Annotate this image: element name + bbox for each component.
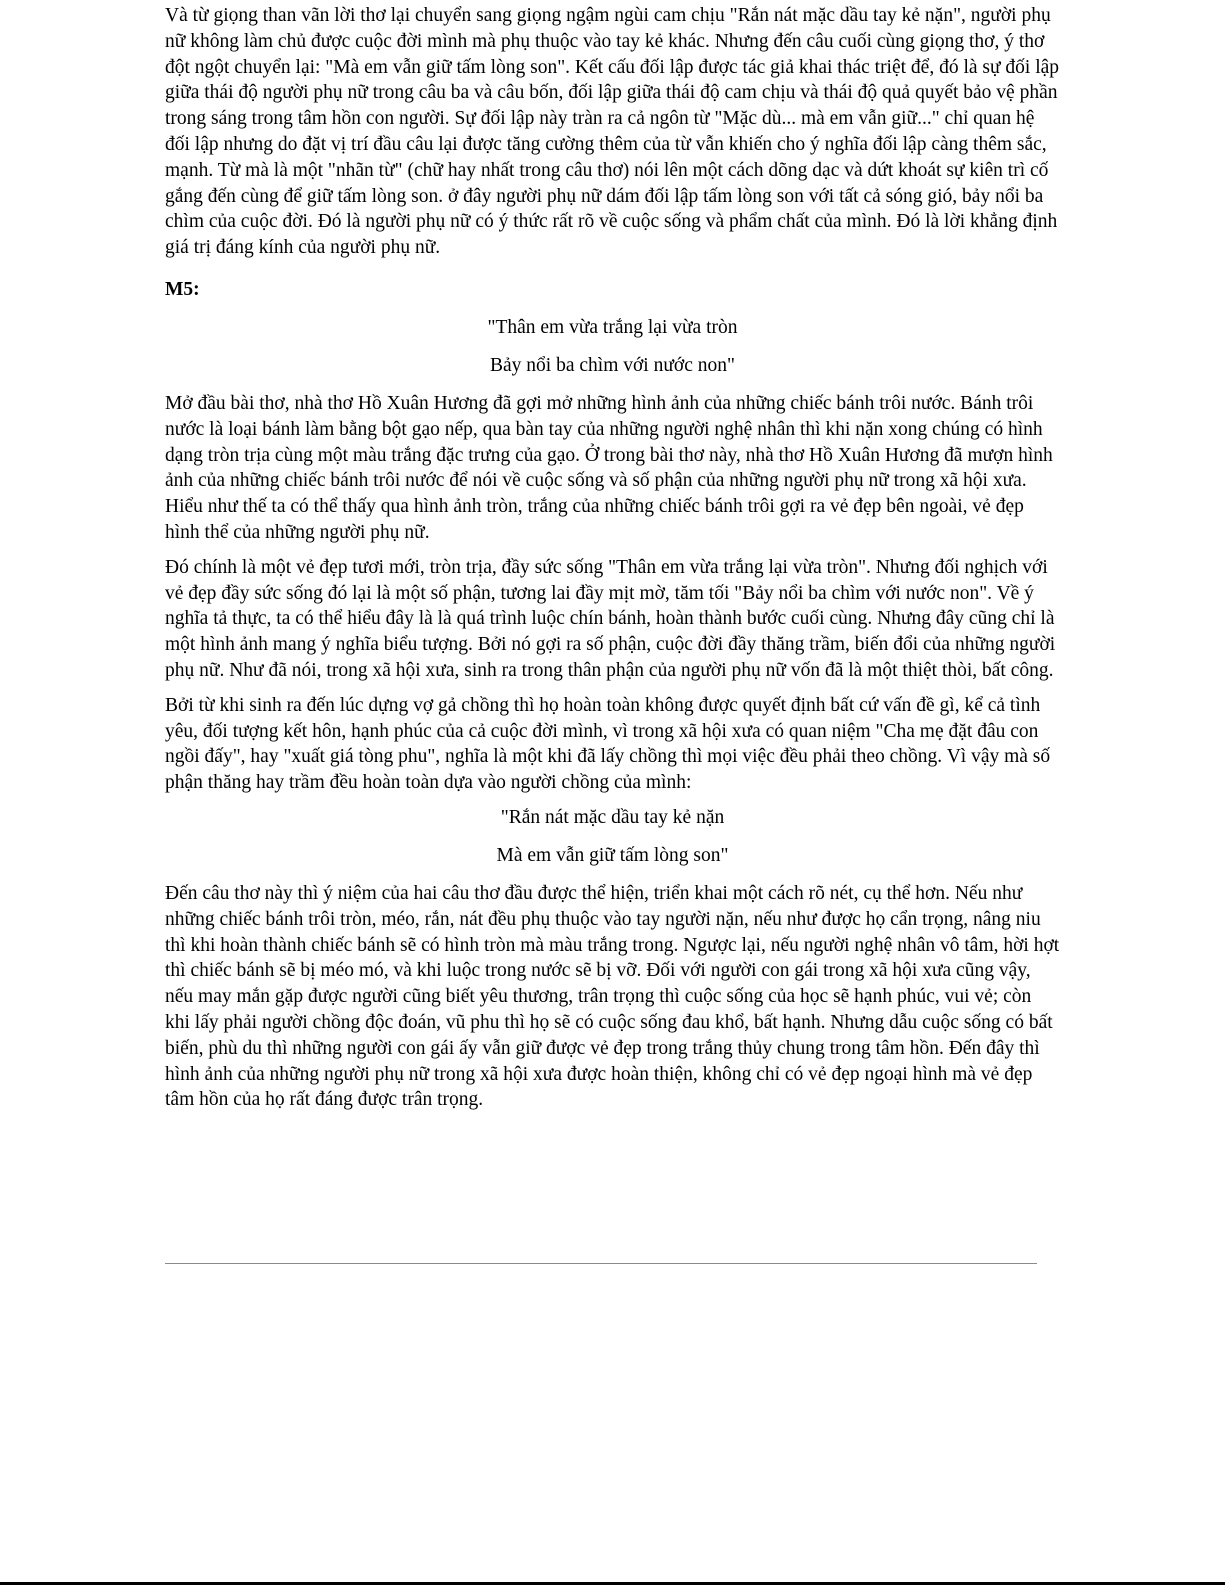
verse-line: "Thân em vừa trắng lại vừa tròn	[487, 316, 738, 338]
document-page	[165, 0, 1060, 1122]
body-paragraph: Đến câu thơ này thì ý niệm của hai câu thơ đầu được thể hiện, triển khai một cách rõ nét, cụ thể hơn. Nếu như những chiếc bánh trôi tròn, méo, rắn, nát đều phụ thuộc vào tay người nặn, nếu như được họ cẩn trọng, nâng niu thì khi hoàn thành chiếc bánh sẽ có hình tròn mà màu trắng trong. Ngược lại, nếu người nghệ nhân vô tâm, hời hợt thì chiếc bánh sẽ bị méo mó, và khi luộc trong nước sẽ bị vỡ. Đối với người con gái trong xã hội xưa cũng vậy, nếu may mắn gặp được người cũng biết yêu thương, trân trọng thì cuộc sống của học sẽ hạnh phúc, vui vẻ; còn khi lấy phải người chồng độc đoán, vũ phu thì họ sẽ có cuộc sống đau khổ, bất hạnh. Nhưng dẫu cuộc sống có bất biến, phù du thì những người con gái ấy vẫn giữ được vẻ đẹp trong trắng thủy chung trong tâm hồn. Đến đây thì hình ảnh của những người phụ nữ trong xã hội xưa được hoàn thiện, không chỉ có vẻ đẹp ngoại hình mà vẻ đẹp tâm hồn của họ rất đáng được trân trọng.	[165, 882, 1060, 1111]
section-heading: M5:	[165, 278, 200, 300]
body-paragraph: Mở đầu bài thơ, nhà thơ Hồ Xuân Hương đã gợi mở những hình ảnh của những chiếc bánh trôi nước. Bánh trôi nước là loại bánh làm bằng bột gạo nếp, qua bàn tay của những người nghệ nhân thì khi nặn xong chúng có hình dạng tròn trịa cùng một màu trắng đặc trưng của gạo. Ở trong bài thơ này, nhà thơ Hồ Xuân Hương đã mượn hình ảnh của những chiếc bánh trôi nước để nói về cuộc sống và số phận của những người phụ nữ trong xã hội xưa. Hiểu như thế ta có thể thấy qua hình ảnh tròn, trắng của những chiếc bánh trôi gợi ra vẻ đẹp bên ngoài, vẻ đẹp hình thể của những người phụ nữ.	[165, 392, 1053, 543]
verse-line: Bảy nổi ba chìm với nước non"	[490, 354, 735, 376]
verse-line: Mà em vẫn giữ tấm lòng son"	[496, 844, 729, 866]
footer-divider	[165, 1263, 1037, 1264]
verse-block	[165, 805, 1060, 869]
verse-line: "Rắn nát mặc dầu tay kẻ nặn	[500, 806, 725, 828]
verse-block	[165, 315, 1060, 379]
body-paragraph: Bởi từ khi sinh ra đến lúc dựng vợ gả chồng thì họ hoàn toàn không được quyết định bất cứ vấn đề gì, kể cả tình yêu, đối tượng kết hôn, hạnh phúc của cả cuộc đời mình, vì trong xã hội xưa có quan niệm "Cha mẹ đặt đâu con ngồi đấy", hay "xuất giá tòng phu", nghĩa là một khi đã lấy chồng thì mọi việc đều phải theo chồng. Vì vậy mà số phận thăng hay trầm đều hoàn toàn dựa vào người chồng của mình:	[165, 694, 1051, 794]
body-paragraph: Đó chính là một vẻ đẹp tươi mới, tròn trịa, đầy sức sống "Thân em vừa trắng lại vừa tròn". Nhưng đối nghịch với vẻ đẹp đầy sức sống đó lại là một số phận, tương lai đầy mịt mờ, tăm tối "Bảy nổi ba chìm với nước non". Về ý nghĩa tả thực, ta có thể hiểu đây là là quá trình luộc chín bánh, hoàn thành bước cuối cùng. Nhưng đây cũng chỉ là một hình ảnh mang ý nghĩa biểu tượng. Bởi nó gợi ra số phận, cuộc đời đầy thăng trầm, biến đổi của những người phụ nữ. Như đã nói, trong xã hội xưa, sinh ra trong thân phận của người phụ nữ vốn đã là một thiệt thòi, bất công.	[165, 556, 1056, 681]
body-paragraph: Và từ giọng than vãn lời thơ lại chuyển sang giọng ngậm ngùi cam chịu "Rắn nát mặc dầu tay kẻ nặn", người phụ nữ không làm chủ được cuộc đời mình mà phụ thuộc vào tay kẻ khác. Nhưng đến câu cuối cùng giọng thơ, ý thơ đột ngột chuyển lại: "Mà em vẫn giữ tấm lòng son". Kết cấu đối lập được tác giả khai thác triệt để, đó là sự đối lập giữa thái độ người phụ nữ trong câu ba và câu bốn, đối lập giữa thái độ cam chịu và thái độ quả quyết bảo vệ phần trong sáng trong tâm hồn con người. Sự đối lập này tràn ra cả ngôn từ "Mặc dù... mà em vẫn giữ..." chỉ quan hệ đối lập nhưng do đặt vị trí đầu câu lại được tăng cường thêm của từ vẫn khiến cho ý nghĩa đối lập càng thêm sắc, mạnh. Từ mà là một "nhãn từ" (chữ hay nhất trong câu thơ) nói lên một cách dõng dạc và dứt khoát sự kiên trì cố gắng đến cùng để giữ tấm lòng son. ở đây người phụ nữ dám đối lập tấm lòng son với tất cả sóng gió, bảy nổi ba chìm của cuộc đời. Đó là người phụ nữ có ý thức rất rõ về cuộc sống và phẩm chất của mình. Đó là lời khẳng định giá trị đáng kính của người phụ nữ.	[165, 5, 1060, 259]
